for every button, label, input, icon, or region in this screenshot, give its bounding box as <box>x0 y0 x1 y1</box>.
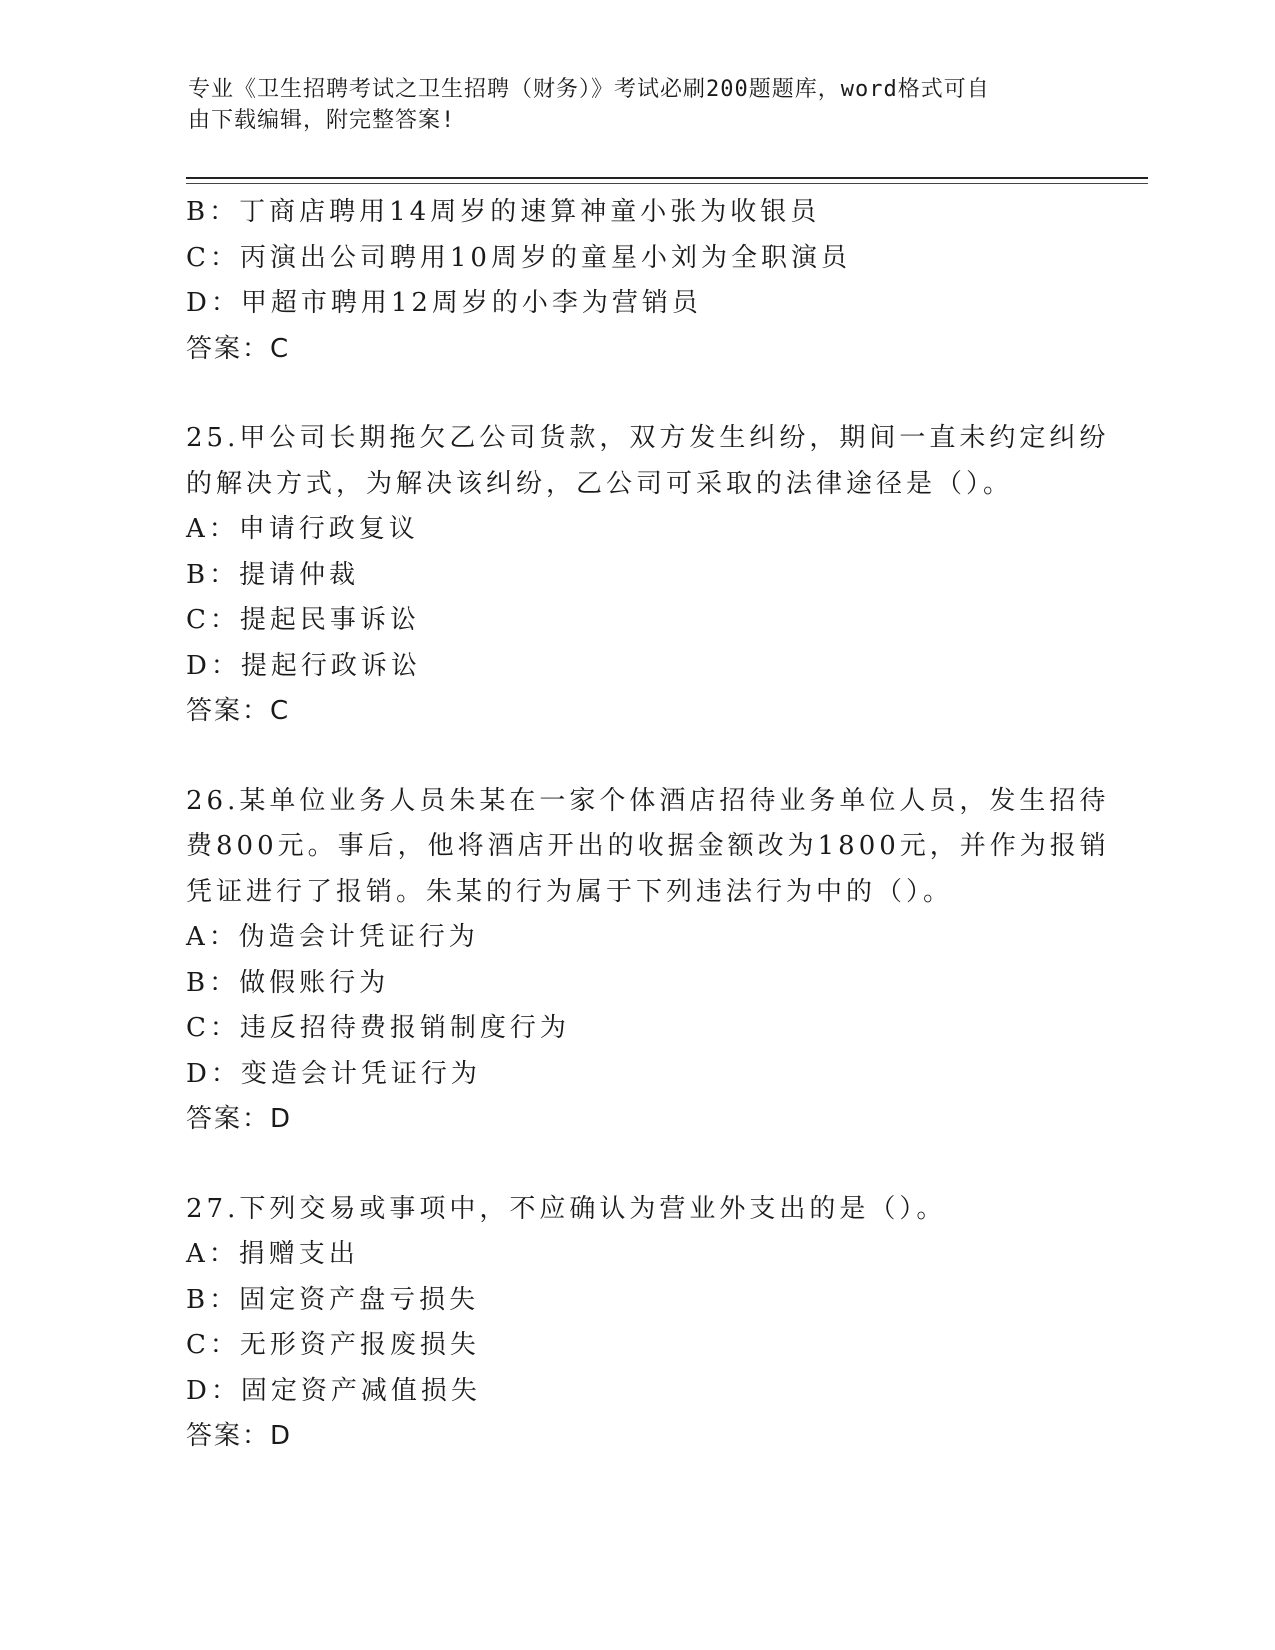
question-stem-line: 的解决方式，为解决该纠纷，乙公司可采取的法律途径是（）。 <box>186 468 1014 499</box>
answer-line: 答案：C <box>186 696 291 726</box>
option-b: B：做假账行为 <box>186 967 390 998</box>
option-c: C：提起民事诉讼 <box>186 605 420 635</box>
question-27 <box>186 1187 1086 1460</box>
option-a: A：申请行政复议 <box>186 514 419 544</box>
answer-line: 答案：C <box>186 333 291 364</box>
option-d: D：甲超市聘用12周岁的小李为营销员 <box>186 288 702 318</box>
option-c: C：违反招待费报销制度行为 <box>186 1013 570 1043</box>
question-stem-line: 凭证进行了报销。朱某的行为属于下列违法行为中的（）。 <box>186 876 954 907</box>
option-d: D：固定资产减值损失 <box>186 1375 481 1406</box>
question-24-continued <box>186 190 1086 372</box>
option-d: D：变造会计凭证行为 <box>186 1058 481 1089</box>
question-stem-line: 27.下列交易或事项中，不应确认为营业外支出的是（）。 <box>186 1193 947 1224</box>
header-rule-thin <box>186 183 1148 184</box>
document-header <box>188 74 1088 136</box>
answer-line: 答案：D <box>186 1104 293 1134</box>
question-26 <box>186 779 1110 1143</box>
option-b: B：提请仲裁 <box>186 559 360 590</box>
option-c: C：无形资产报废损失 <box>186 1330 480 1360</box>
document-body <box>186 190 1110 1460</box>
question-stem-line: 费800元。事后，他将酒店开出的收据金额改为1800元，并作为报销 <box>186 831 1110 861</box>
header-rule-thick <box>186 177 1148 179</box>
option-a: A：伪造会计凭证行为 <box>186 922 479 952</box>
option-a: A：捐赠支出 <box>186 1239 359 1269</box>
question-stem-line: 25.甲公司长期拖欠乙公司货款，双方发生纠纷，期间一直未约定纠纷 <box>186 423 1110 453</box>
header-line-2: 由下载编辑，附完整答案! <box>188 108 456 133</box>
question-25 <box>186 416 1110 735</box>
option-d: D：提起行政诉讼 <box>186 650 421 681</box>
option-b: B：丁商店聘用14周岁的速算神童小张为收银员 <box>186 197 821 227</box>
answer-line: 答案：D <box>186 1421 293 1451</box>
header-line-1: 专业《卫生招聘考试之卫生招聘（财务）》考试必刷200题题库，word格式可自 <box>188 77 990 102</box>
option-c: C：丙演出公司聘用10周岁的童星小刘为全职演员 <box>186 242 851 273</box>
option-b: B：固定资产盘亏损失 <box>186 1284 480 1315</box>
question-stem-line: 26.某单位业务人员朱某在一家个体酒店招待业务单位人员，发生招待 <box>186 785 1110 816</box>
